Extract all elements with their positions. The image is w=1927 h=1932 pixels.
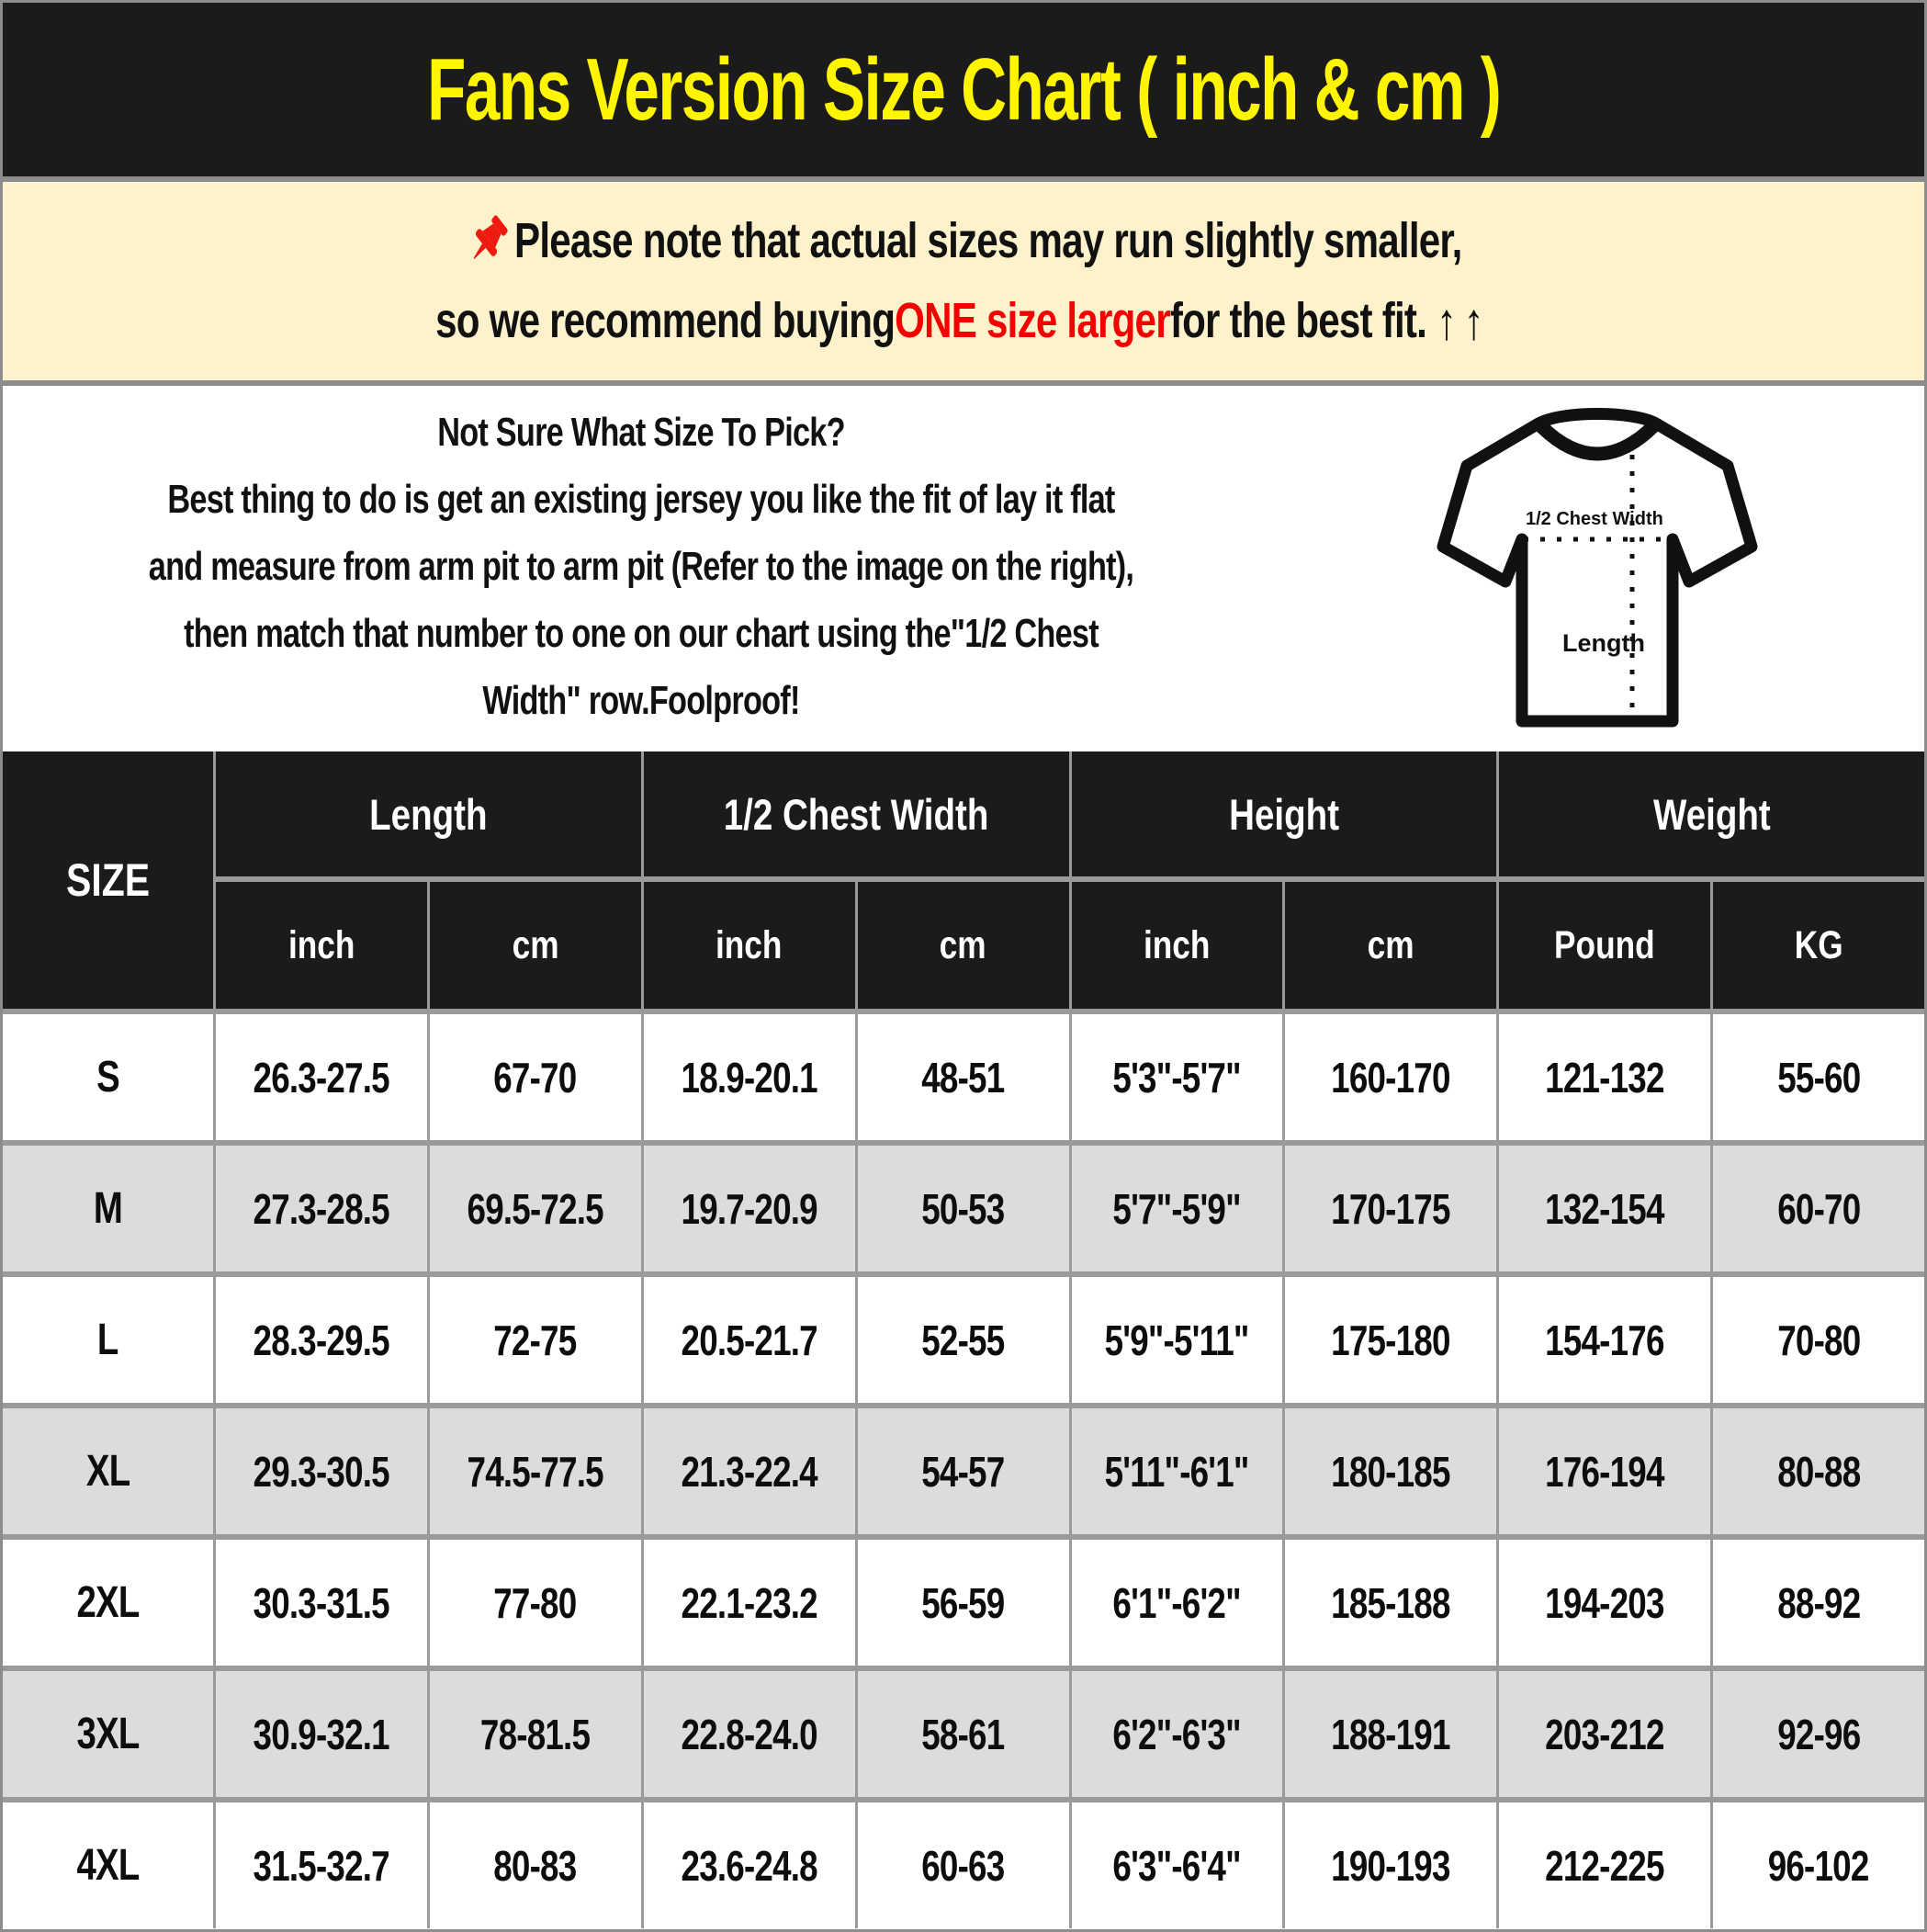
value-cell: 180-185: [1285, 1408, 1496, 1534]
value-cell: 48-51: [858, 1014, 1069, 1140]
up-arrows-icon: ↑↑: [1437, 291, 1492, 350]
value-cell: 96-102: [1713, 1802, 1924, 1928]
value-cell: 190-193: [1285, 1802, 1496, 1928]
value-cell: 29.3-30.5: [216, 1408, 427, 1534]
subheader-weight-pound: Pound: [1499, 882, 1710, 1009]
subheader-height-inch: inch: [1072, 882, 1283, 1009]
column-group-length: Length: [216, 751, 641, 876]
size-cell: M: [3, 1146, 213, 1271]
value-cell: 56-59: [858, 1540, 1069, 1666]
subheader-length-cm: cm: [430, 882, 641, 1009]
column-group-chest-width: 1/2 Chest Width: [644, 751, 1069, 876]
column-header-size: SIZE: [3, 751, 213, 1009]
notice-line-2: [435, 291, 1491, 351]
sizing-guide-section: [3, 386, 1924, 751]
value-cell: 58-61: [858, 1671, 1069, 1797]
value-cell: 6'3"-6'4": [1072, 1802, 1283, 1928]
value-cell: 70-80: [1713, 1277, 1924, 1403]
value-cell: 26.3-27.5: [216, 1014, 427, 1140]
value-cell: 6'2"-6'3": [1072, 1671, 1283, 1797]
size-cell: L: [3, 1277, 213, 1403]
sizing-guide-text: [3, 399, 1279, 734]
size-chart-table: [3, 751, 1924, 1928]
value-cell: 74.5-77.5: [430, 1408, 641, 1534]
subheader-height-cm: cm: [1285, 882, 1496, 1009]
value-cell: 185-188: [1285, 1540, 1496, 1666]
length-label: Length: [1562, 629, 1645, 657]
tshirt-measurement-diagram: [1428, 397, 1766, 737]
subheader-weight-kg: KG: [1713, 882, 1924, 1009]
value-cell: 77-80: [430, 1540, 641, 1666]
value-cell: 175-180: [1285, 1277, 1496, 1403]
size-cell: XL: [3, 1408, 213, 1534]
value-cell: 176-194: [1499, 1408, 1710, 1534]
value-cell: 72-75: [430, 1277, 641, 1403]
notice-text-2-prefix: so we recommend buying: [435, 293, 896, 348]
value-cell: 132-154: [1499, 1146, 1710, 1271]
guide-line: Best thing to do is get an existing jersey you like the fit of lay it flat: [167, 477, 1115, 522]
pushpin-icon: [456, 200, 519, 281]
value-cell: 30.9-32.1: [216, 1671, 427, 1797]
value-cell: 69.5-72.5: [430, 1146, 641, 1271]
value-cell: 5'11"-6'1": [1072, 1408, 1283, 1534]
value-cell: 5'7"-5'9": [1072, 1146, 1283, 1271]
notice-text-2-suffix: for the best fit.: [1170, 293, 1427, 348]
value-cell: 121-132: [1499, 1014, 1710, 1140]
guide-heading: Not Sure What Size To Pick?: [437, 410, 845, 455]
size-cell: 2XL: [3, 1540, 213, 1666]
notice-line-1: [466, 212, 1462, 269]
value-cell: 22.8-24.0: [644, 1671, 855, 1797]
value-cell: 27.3-28.5: [216, 1146, 427, 1271]
value-cell: 60-70: [1713, 1146, 1924, 1271]
notice-highlight: ONE size larger: [895, 293, 1171, 348]
value-cell: 18.9-20.1: [644, 1014, 855, 1140]
size-cell: S: [3, 1014, 213, 1140]
value-cell: 212-225: [1499, 1802, 1710, 1928]
notice-band: [3, 182, 1924, 386]
size-cell: 3XL: [3, 1671, 213, 1797]
value-cell: 5'9"-5'11": [1072, 1277, 1283, 1403]
size-cell: 4XL: [3, 1802, 213, 1928]
value-cell: 154-176: [1499, 1277, 1710, 1403]
value-cell: 50-53: [858, 1146, 1069, 1271]
value-cell: 5'3"-5'7": [1072, 1014, 1283, 1140]
value-cell: 92-96: [1713, 1671, 1924, 1797]
value-cell: 23.6-24.8: [644, 1802, 855, 1928]
value-cell: 54-57: [858, 1408, 1069, 1534]
value-cell: 21.3-22.4: [644, 1408, 855, 1534]
value-cell: 194-203: [1499, 1540, 1710, 1666]
page-title: Fans Version Size Chart ( inch & cm ): [426, 40, 1501, 139]
value-cell: 55-60: [1713, 1014, 1924, 1140]
value-cell: 20.5-21.7: [644, 1277, 855, 1403]
guide-line: Width" row.Foolproof!: [482, 678, 800, 723]
value-cell: 30.3-31.5: [216, 1540, 427, 1666]
guide-line: then match that number to one on our chart using the"1/2 Chest: [184, 611, 1099, 656]
value-cell: 170-175: [1285, 1146, 1496, 1271]
column-group-height: Height: [1072, 751, 1497, 876]
value-cell: 22.1-23.2: [644, 1540, 855, 1666]
value-cell: 80-88: [1713, 1408, 1924, 1534]
subheader-chest-inch: inch: [644, 882, 855, 1009]
column-group-weight: Weight: [1499, 751, 1924, 876]
value-cell: 31.5-32.7: [216, 1802, 427, 1928]
value-cell: 188-191: [1285, 1671, 1496, 1797]
value-cell: 67-70: [430, 1014, 641, 1140]
guide-line: and measure from arm pit to arm pit (Refer to the image on the right),: [148, 544, 1134, 589]
chest-width-label: 1/2 Chest Width: [1526, 509, 1663, 529]
subheader-length-inch: inch: [216, 882, 427, 1009]
value-cell: 160-170: [1285, 1014, 1496, 1140]
value-cell: 19.7-20.9: [644, 1146, 855, 1271]
title-banner: [3, 3, 1924, 182]
value-cell: 52-55: [858, 1277, 1069, 1403]
value-cell: 78-81.5: [430, 1671, 641, 1797]
value-cell: 60-63: [858, 1802, 1069, 1928]
value-cell: 80-83: [430, 1802, 641, 1928]
value-cell: 28.3-29.5: [216, 1277, 427, 1403]
value-cell: 203-212: [1499, 1671, 1710, 1797]
subheader-chest-cm: cm: [858, 882, 1069, 1009]
value-cell: 6'1"-6'2": [1072, 1540, 1283, 1666]
notice-text-1: Please note that actual sizes may run slightly smaller,: [513, 212, 1462, 268]
value-cell: 88-92: [1713, 1540, 1924, 1666]
